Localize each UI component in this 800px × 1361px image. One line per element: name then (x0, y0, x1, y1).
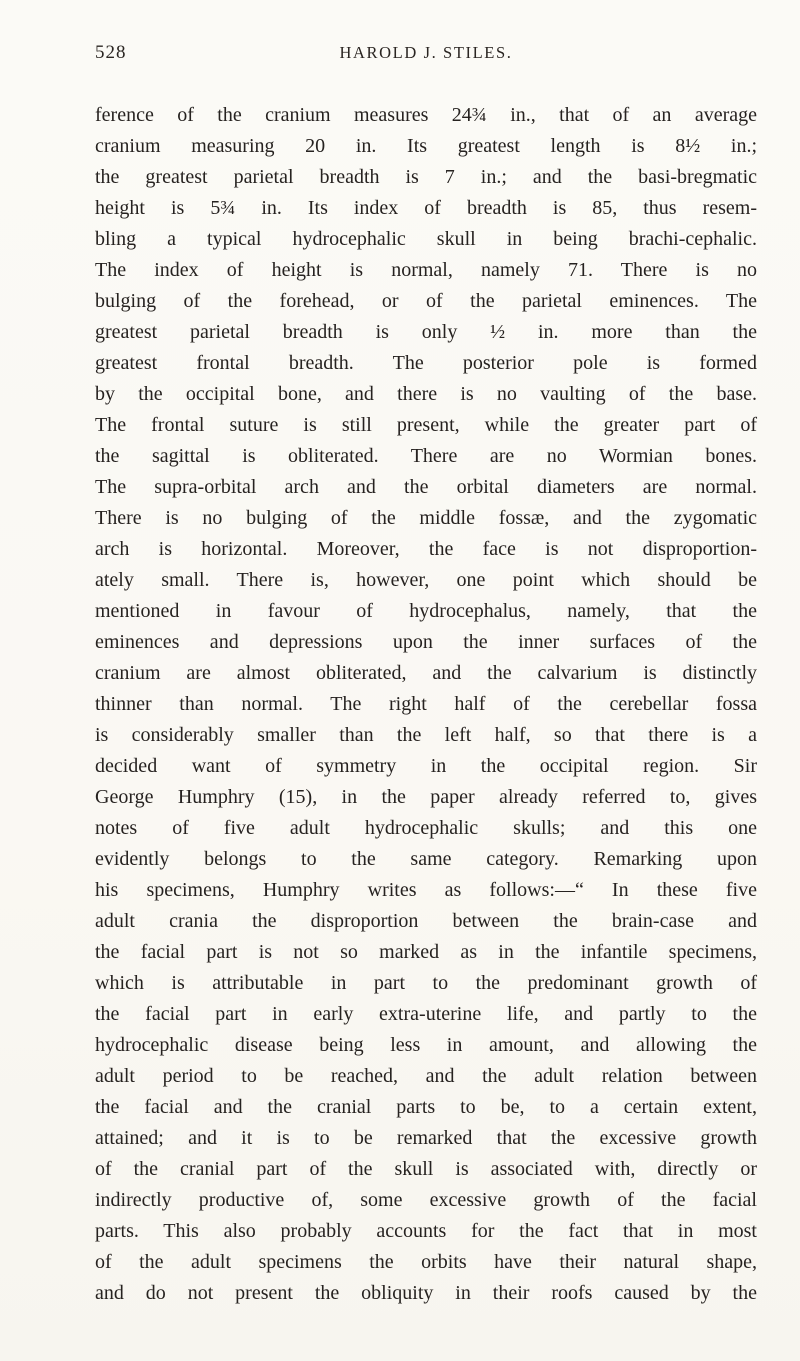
text-line: by the occipital bone, and there is no vaulting of the base. (95, 383, 757, 405)
text-line: The index of height is normal, namely 71. There is no (95, 259, 757, 281)
text-line: the facial part is not so marked as in the infantile specimens, (95, 941, 757, 963)
text-line: and do not present the obliquity in their roofs caused by the (95, 1282, 757, 1304)
text-line: the sagittal is obliterated. There are no Wormian bones. (95, 445, 757, 467)
text-line: ately small. There is, however, one point which should be (95, 569, 757, 591)
text-line: evidently belongs to the same category. Remarking upon (95, 848, 757, 870)
text-line: The supra-orbital arch and the orbital diameters are normal. (95, 476, 757, 498)
text-line: eminences and depressions upon the inner surfaces of the (95, 631, 757, 653)
text-line: adult period to be reached, and the adult relation between (95, 1065, 757, 1087)
text-line: parts. This also probably accounts for the fact that in most (95, 1220, 757, 1242)
text-line: is considerably smaller than the left half, so that there is a (95, 724, 757, 746)
text-line: attained; and it is to be remarked that the excessive growth (95, 1127, 757, 1149)
text-line: height is 5¾ in. Its index of breadth is 85, thus resem- (95, 197, 757, 219)
text-line: ference of the cranium measures 24¾ in., that of an average (95, 104, 757, 126)
text-line: his specimens, Humphry writes as follows:—“ In these five (95, 879, 757, 901)
text-line: George Humphry (15), in the paper already referred to, gives (95, 786, 757, 808)
text-line: The frontal suture is still present, while the greater part of (95, 414, 757, 436)
text-line: which is attributable in part to the predominant growth of (95, 972, 757, 994)
text-line: adult crania the disproportion between the brain-case and (95, 910, 757, 932)
text-line: decided want of symmetry in the occipital region. Sir (95, 755, 757, 777)
text-line: the facial part in early extra-uterine life, and partly to the (95, 1003, 757, 1025)
text-line: cranium are almost obliterated, and the calvarium is distinctly (95, 662, 757, 684)
page-number: 528 (95, 42, 127, 63)
text-line: There is no bulging of the middle fossæ, and the zygomatic (95, 507, 757, 529)
text-line: of the cranial part of the skull is associated with, directly or (95, 1158, 757, 1180)
text-line: indirectly productive of, some excessive growth of the facial (95, 1189, 757, 1211)
text-line: of the adult specimens the orbits have their natural shape, (95, 1251, 757, 1273)
text-line: bulging of the forehead, or of the parietal eminences. The (95, 290, 757, 312)
running-header: HAROLD J. STILES. (339, 43, 513, 62)
body-text (95, 100, 757, 1309)
text-line: the greatest parietal breadth is 7 in.; and the basi-bregmatic (95, 166, 757, 188)
text-line: thinner than normal. The right half of the cerebellar fossa (95, 693, 757, 715)
page-header (95, 42, 757, 68)
text-line: cranium measuring 20 in. Its greatest length is 8½ in.; (95, 135, 757, 157)
text-line: bling a typical hydrocephalic skull in being brachi-cephalic. (95, 228, 757, 250)
text-line: mentioned in favour of hydrocephalus, namely, that the (95, 600, 757, 622)
text-line: arch is horizontal. Moreover, the face is not disproportion- (95, 538, 757, 560)
text-line: hydrocephalic disease being less in amount, and allowing the (95, 1034, 757, 1056)
text-line: the facial and the cranial parts to be, to a certain extent, (95, 1096, 757, 1118)
text-line: greatest frontal breadth. The posterior pole is formed (95, 352, 757, 374)
text-line: notes of five adult hydrocephalic skulls; and this one (95, 817, 757, 839)
text-line: greatest parietal breadth is only ½ in. more than the (95, 321, 757, 343)
